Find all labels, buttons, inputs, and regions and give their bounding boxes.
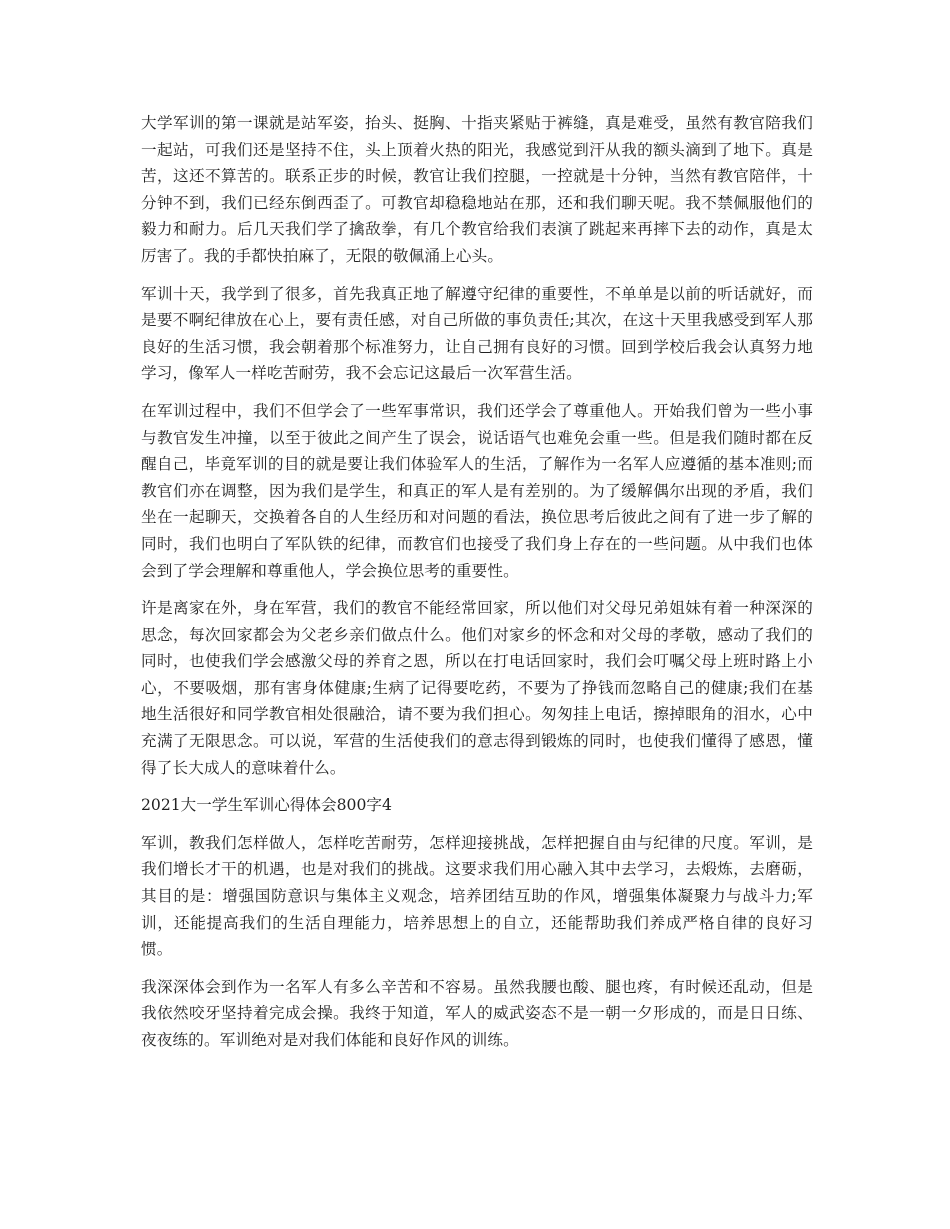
section-heading: 2021大一学生军训心得体会800字4 (141, 796, 392, 815)
paragraph-respect: 在军训过程中，我们不但学会了一些军事常识，我们还学会了尊重他人。开始我们曾为一些小事与教官发生冲撞，以至于彼此之间产生了误会，说话语气也难免会重一些。但是我们随时都在反醒自己，毕竟军训的目的就是要让我们体验军人的生活，了解作为一名军人应遵循的基本准则;而教官们亦在调整，因为我们是学生，和真正的军人是有差别的。为了缓解偶尔出现的矛盾，我们坐在一起聊天，交换着各自的人生经历和对问题的看法，换位思考后彼此之间有了进一步了解的同时，我们也明白了军队铁的纪律，而教官们也接受了我们身上存在的一些问题。从中我们也体会到了学会理解和尊重他人，学会换位思考的重要性。 (141, 401, 813, 580)
paragraph-discipline: 军训十天，我学到了很多，首先我真正地了解遵守纪律的重要性，不单单是以前的听话就好，而是要不啊纪律放在心上，要有责任感，对自己所做的事负责任;其次，在这十天里我感受到军人那良好的生活习惯，我会朝着那个标准努力，让自己拥有良好的习惯。回到学校后我会认真努力地学习，像军人一样吃苦耐劳，我不会忘记这最后一次军营生活。 (141, 284, 813, 383)
document-body (141, 110, 813, 1065)
paragraph-gratitude: 许是离家在外，身在军营，我们的教官不能经常回家，所以他们对父母兄弟姐妹有着一种深深的思念，每次回家都会为父老乡亲们做点什么。他们对家乡的怀念和对父母的孝敬，感动了我们的同时，也使我们学会感激父母的养育之恩，所以在打电话回家时，我们会叮嘱父母上班时路上小心，不要吸烟，那有害身体健康;生病了记得要吃药，不要为了挣钱而忽略自己的健康;我们在基地生活很好和同学教官相处很融洽，请不要为我们担心。匆匆挂上电话，擦掉眼角的泪水，心中充满了无限思念。可以说，军营的生活使我们的意志得到锻炼的同时，也使我们懂得了感恩，懂得了长大成人的意味着什么。 (141, 599, 813, 777)
paragraph-hardship: 我深深体会到作为一名军人有多么辛苦和不容易。虽然我腰也酸、腿也疼，有时候还乱动，但是我依然咬牙坚持着完成会操。我终于知道，军人的威武姿态不是一朝一夕形成的，而是日日练、夜夜练的。军训绝对是对我们体能和良好作风的训练。 (141, 977, 813, 1049)
paragraph-military-training: 军训，教我们怎样做人，怎样吃苦耐劳，怎样迎接挑战，怎样把握自由与纪律的尺度。军训，是我们增长才干的机遇，也是对我们的挑战。这要求我们用心融入其中去学习，去煅炼，去磨砺，其目的是：增强国防意识与集体主义观念，培养团结互助的作风，增强集体凝聚力与战斗力;军训，还能提高我们的生活自理能力，培养思想上的自立，还能帮助我们养成严格自律的良好习惯。 (141, 833, 813, 959)
paragraph-standing-drill: 大学军训的第一课就是站军姿，抬头、挺胸、十指夹紧贴于裤缝，真是难受，虽然有教官陪我们一起站，可我们还是坚持不住，头上顶着火热的阳光，我感觉到汗从我的额头滴到了地下。真是苦，这还不算苦的。联系正步的时候，教官让我们控腿，一控就是十分钟，当然有教官陪伴，十分钟不到，我们已经东倒西歪了。可教官却稳稳地站在那，还和我们聊天呢。我不禁佩服他们的毅力和耐力。后几天我们学了擒敌拳，有几个教官给我们表演了跳起来再摔下去的动作，真是太厉害了。我的手都快拍麻了，无限的敬佩涌上心头。 (141, 114, 813, 265)
